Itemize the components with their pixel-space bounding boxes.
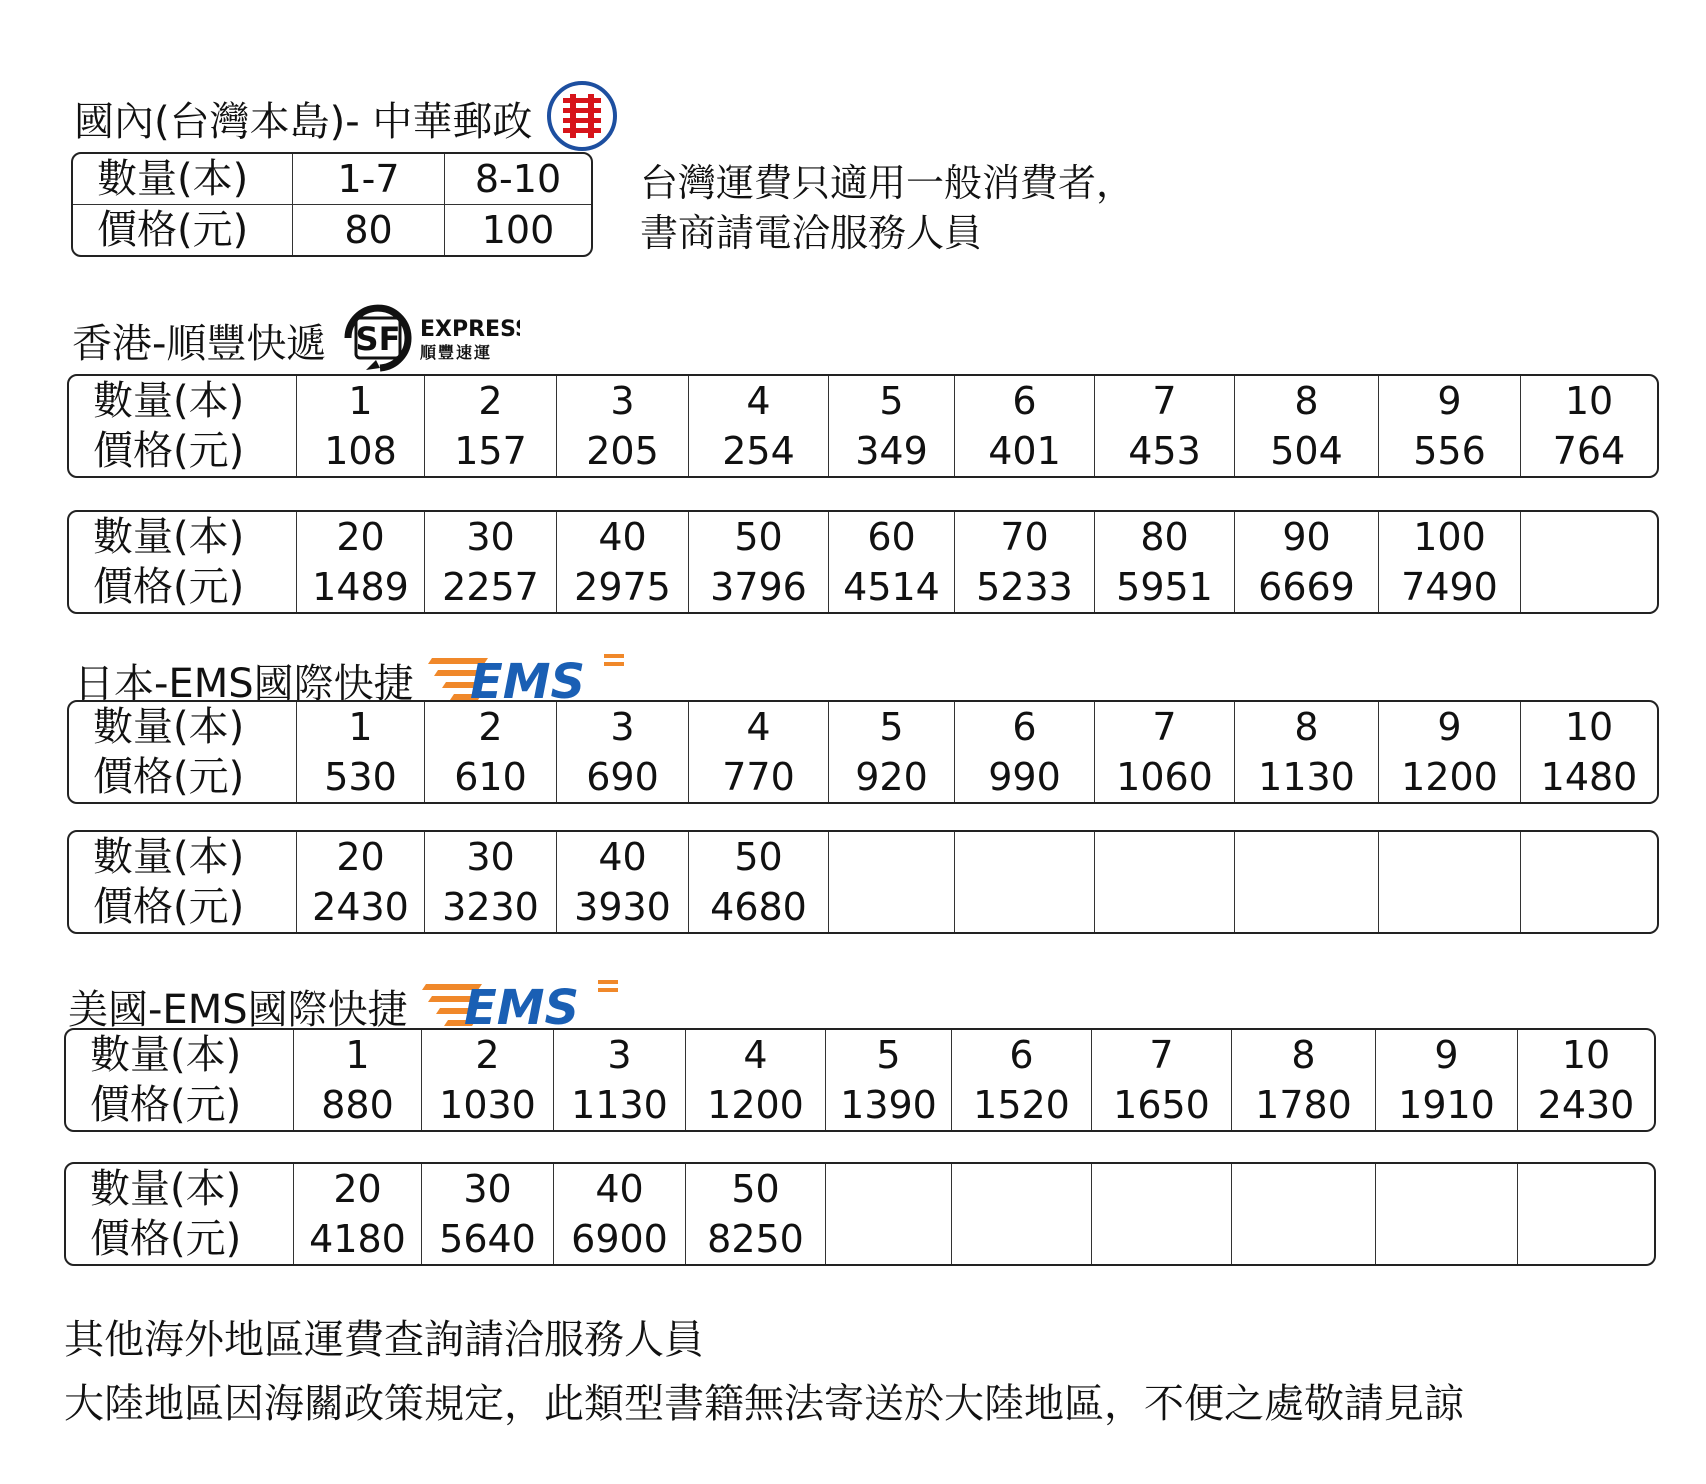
qty-cell <box>1095 832 1235 882</box>
qty-cell: 2 <box>425 702 557 752</box>
qty-label: 數量(本) <box>69 702 297 752</box>
price-cell: 2430 <box>1537 1083 1635 1127</box>
qty-cell: 20 <box>297 512 425 562</box>
qty-cell <box>826 1164 952 1214</box>
price-cell <box>1521 562 1657 612</box>
table-row <box>69 512 1657 562</box>
qty-cell <box>1376 1164 1518 1214</box>
table-row <box>69 752 1657 802</box>
price-cell: 764 <box>1552 429 1626 473</box>
qty-cell <box>952 1164 1092 1214</box>
table-row <box>69 882 1657 932</box>
price-cell: 2975 <box>557 562 689 612</box>
qty-cell: 2 <box>422 1030 554 1080</box>
japan-heading-text: 日本-EMS國際快捷 <box>74 660 414 707</box>
price-cell: 1780 <box>1232 1080 1376 1130</box>
qty-cell: 10 <box>1564 705 1614 749</box>
price-cell: 504 <box>1235 426 1379 476</box>
qty-label: 數量(本) <box>69 376 297 426</box>
price-cell: 1130 <box>1235 752 1379 802</box>
price-cell: 7490 <box>1379 562 1521 612</box>
qty-label: 數量(本) <box>66 1030 294 1080</box>
price-cell: 880 <box>294 1080 422 1130</box>
price-cell: 1200 <box>686 1080 826 1130</box>
qty-cell: 60 <box>829 512 955 562</box>
qty-cell: 2 <box>425 376 557 426</box>
table-row <box>69 562 1657 612</box>
table-row <box>66 1080 1654 1130</box>
price-cell: 6669 <box>1235 562 1379 612</box>
price-cell <box>1235 882 1379 932</box>
price-cell <box>1518 1214 1654 1264</box>
price-cell <box>1232 1214 1376 1264</box>
qty-label: 數量(本) <box>73 154 293 205</box>
usa-heading-text: 美國-EMS國際快捷 <box>68 986 408 1033</box>
qty-cell: 100 <box>1379 512 1521 562</box>
qty-cell <box>829 832 955 882</box>
qty-cell <box>1092 1164 1232 1214</box>
price-cell: 1130 <box>554 1080 686 1130</box>
qty-cell <box>1232 1164 1376 1214</box>
price-cell: 401 <box>955 426 1095 476</box>
qty-cell: 1 <box>294 1030 422 1080</box>
qty-cell: 30 <box>425 832 557 882</box>
price-cell: 5233 <box>955 562 1095 612</box>
japan-rate-table-2 <box>67 830 1659 934</box>
price-cell: 920 <box>829 752 955 802</box>
price-cell: 5951 <box>1095 562 1235 612</box>
price-cell: 100 <box>481 208 555 252</box>
price-cell <box>1095 882 1235 932</box>
price-label: 價格(元) <box>69 562 297 612</box>
hongkong-rate-table-2 <box>67 510 1659 614</box>
sf-express-logo-text: EXPRESS <box>420 317 521 342</box>
price-cell: 770 <box>689 752 829 802</box>
price-cell: 1910 <box>1376 1080 1518 1130</box>
hongkong-heading-text: 香港-順豐快遞 <box>72 320 327 367</box>
qty-cell: 8 <box>1232 1030 1376 1080</box>
qty-cell <box>1521 512 1657 562</box>
table-row <box>69 426 1657 476</box>
qty-cell: 20 <box>297 832 425 882</box>
qty-cell: 50 <box>689 832 829 882</box>
qty-cell: 70 <box>955 512 1095 562</box>
price-cell <box>826 1214 952 1264</box>
qty-cell: 90 <box>1235 512 1379 562</box>
qty-cell: 4 <box>689 376 829 426</box>
qty-cell: 30 <box>425 512 557 562</box>
price-cell <box>829 882 955 932</box>
price-cell: 1480 <box>1540 755 1638 799</box>
qty-cell <box>1518 1164 1654 1214</box>
qty-cell: 7 <box>1095 702 1235 752</box>
qty-cell: 6 <box>955 702 1095 752</box>
footer-line1: 其他海外地區運費查詢請洽服務人員 <box>64 1317 704 1363</box>
price-cell: 8250 <box>686 1214 826 1264</box>
price-cell <box>1379 882 1521 932</box>
svg-text:SF: SF <box>355 320 401 358</box>
price-cell <box>1376 1214 1518 1264</box>
hongkong-rate-table-1 <box>67 374 1659 478</box>
price-cell: 2430 <box>297 882 425 932</box>
table-row <box>69 702 1657 752</box>
qty-label: 數量(本) <box>66 1164 294 1214</box>
price-cell: 4680 <box>689 882 829 932</box>
footer-line2: 大陸地區因海關政策規定，此類型書籍無法寄送於大陸地區，不便之處敬請見諒 <box>64 1381 1464 1427</box>
price-cell: 4514 <box>829 562 955 612</box>
price-cell: 530 <box>297 752 425 802</box>
price-cell: 556 <box>1379 426 1521 476</box>
price-cell: 1200 <box>1379 752 1521 802</box>
usa-rate-table-2 <box>64 1162 1656 1266</box>
price-label: 價格(元) <box>69 426 297 476</box>
table-row <box>66 1214 1654 1264</box>
qty-cell: 20 <box>294 1164 422 1214</box>
qty-cell: 4 <box>689 702 829 752</box>
price-label: 價格(元) <box>66 1080 294 1130</box>
qty-cell <box>1379 832 1521 882</box>
qty-cell: 30 <box>422 1164 554 1214</box>
qty-cell: 8 <box>1235 376 1379 426</box>
table-row <box>66 1164 1654 1214</box>
price-cell: 1489 <box>297 562 425 612</box>
qty-cell: 9 <box>1379 376 1521 426</box>
table-row <box>73 205 591 255</box>
taiwan-note-line2: 書商請電洽服務人員 <box>640 211 983 255</box>
qty-cell <box>1235 832 1379 882</box>
qty-cell: 50 <box>689 512 829 562</box>
price-cell <box>955 882 1095 932</box>
qty-cell: 3 <box>557 376 689 426</box>
sf-express-logo-subtext: 順豐速運 <box>420 343 493 362</box>
qty-cell: 80 <box>1095 512 1235 562</box>
price-cell: 610 <box>425 752 557 802</box>
price-cell: 349 <box>829 426 955 476</box>
price-cell: 1520 <box>952 1080 1092 1130</box>
price-cell: 2257 <box>425 562 557 612</box>
price-cell: 254 <box>689 426 829 476</box>
price-cell: 6900 <box>554 1214 686 1264</box>
table-row <box>69 376 1657 426</box>
qty-label: 數量(本) <box>69 832 297 882</box>
ems-logo-text: EMS <box>469 654 585 708</box>
price-cell: 1650 <box>1092 1080 1232 1130</box>
usa-rate-table-1 <box>64 1028 1656 1132</box>
qty-cell: 40 <box>557 832 689 882</box>
qty-cell: 9 <box>1379 702 1521 752</box>
taiwan-heading <box>74 80 618 163</box>
japan-rate-table-1 <box>67 700 1659 804</box>
price-cell <box>1521 882 1657 932</box>
qty-cell: 7 <box>1095 376 1235 426</box>
price-cell: 5640 <box>422 1214 554 1264</box>
qty-cell: 8 <box>1235 702 1379 752</box>
table-row <box>69 832 1657 882</box>
price-cell: 690 <box>557 752 689 802</box>
price-cell: 1030 <box>422 1080 554 1130</box>
qty-cell: 10 <box>1561 1033 1611 1077</box>
qty-cell: 1 <box>297 702 425 752</box>
qty-cell: 1 <box>297 376 425 426</box>
chunghwa-post-logo-icon <box>546 80 618 163</box>
qty-cell: 50 <box>686 1164 826 1214</box>
qty-cell: 40 <box>557 512 689 562</box>
qty-cell: 6 <box>952 1030 1092 1080</box>
price-cell: 205 <box>557 426 689 476</box>
price-cell: 3230 <box>425 882 557 932</box>
qty-cell <box>955 832 1095 882</box>
price-label: 價格(元) <box>69 882 297 932</box>
ems-logo-text: EMS <box>463 980 579 1034</box>
price-cell <box>952 1214 1092 1264</box>
qty-cell: 8-10 <box>445 154 591 205</box>
price-cell: 990 <box>955 752 1095 802</box>
qty-cell: 5 <box>829 376 955 426</box>
taiwan-heading-text: 國內(台灣本島)- 中華郵政 <box>74 98 533 145</box>
price-cell: 108 <box>297 426 425 476</box>
qty-cell: 40 <box>554 1164 686 1214</box>
qty-cell: 5 <box>829 702 955 752</box>
qty-cell: 5 <box>826 1030 952 1080</box>
price-cell: 4180 <box>294 1214 422 1264</box>
table-row <box>66 1030 1654 1080</box>
price-cell: 3796 <box>689 562 829 612</box>
qty-cell: 4 <box>686 1030 826 1080</box>
price-label: 價格(元) <box>66 1214 294 1264</box>
footer-notes <box>64 1308 1464 1436</box>
taiwan-note-line1: 台灣運費只適用一般消費者， <box>640 161 1135 205</box>
qty-cell: 1-7 <box>293 154 445 205</box>
price-label: 價格(元) <box>73 205 293 255</box>
taiwan-note <box>640 158 1134 258</box>
qty-cell: 10 <box>1564 379 1614 423</box>
qty-cell: 3 <box>554 1030 686 1080</box>
qty-cell: 6 <box>955 376 1095 426</box>
qty-cell: 3 <box>557 702 689 752</box>
price-cell: 1060 <box>1095 752 1235 802</box>
price-label: 價格(元) <box>69 752 297 802</box>
price-cell: 80 <box>293 205 445 255</box>
qty-cell: 9 <box>1376 1030 1518 1080</box>
price-cell <box>1092 1214 1232 1264</box>
qty-label: 數量(本) <box>69 512 297 562</box>
qty-cell: 7 <box>1092 1030 1232 1080</box>
qty-cell <box>1521 832 1657 882</box>
price-cell: 157 <box>425 426 557 476</box>
price-cell: 3930 <box>557 882 689 932</box>
table-row <box>73 154 591 205</box>
price-cell: 1390 <box>826 1080 952 1130</box>
taiwan-rate-table <box>71 152 593 257</box>
price-cell: 453 <box>1095 426 1235 476</box>
